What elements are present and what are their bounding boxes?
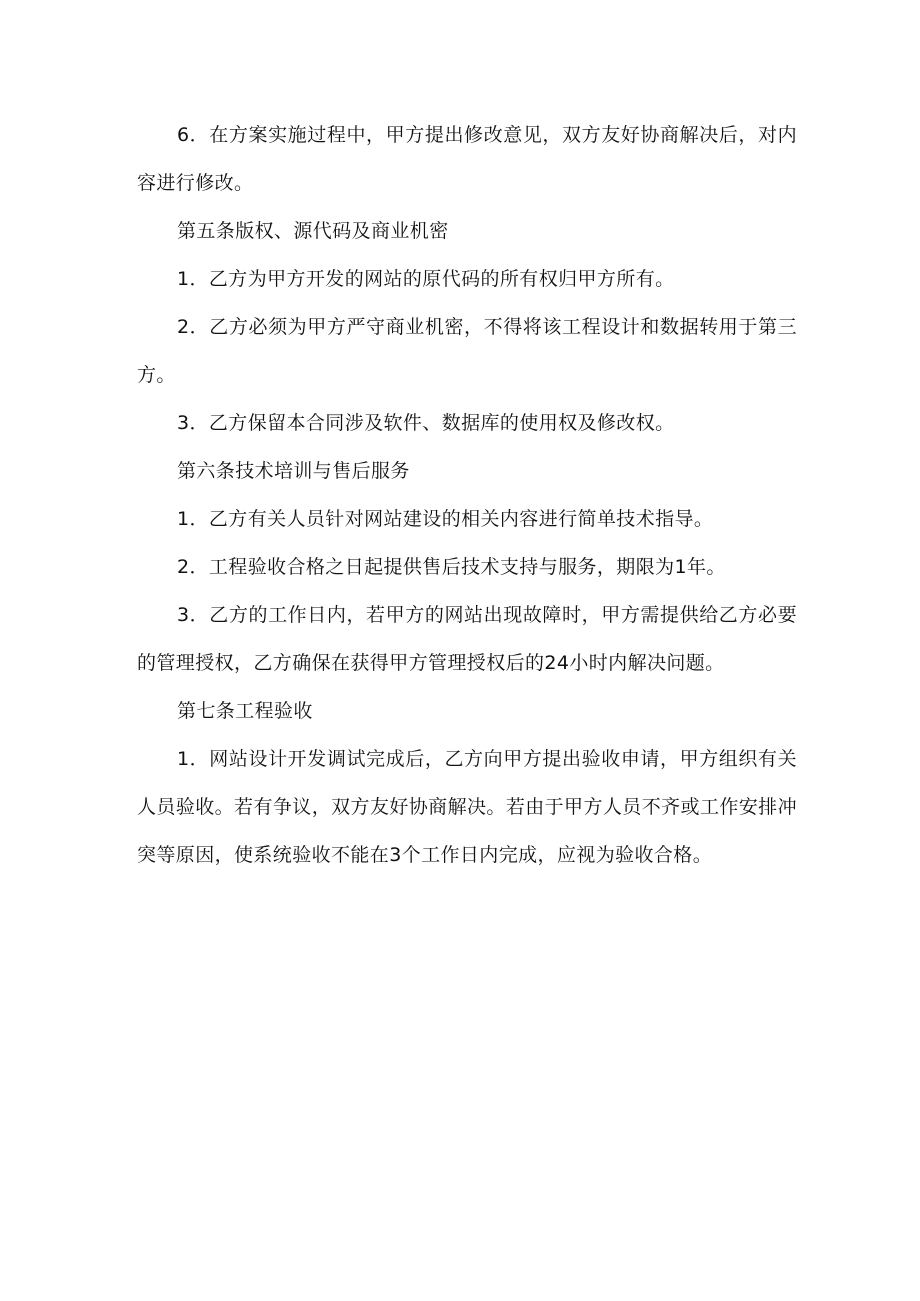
- article-5-item-3: 3．乙方保留本合同涉及软件、数据库的使用权及修改权。: [177, 412, 675, 434]
- article-6-item-1: 1．乙方有关人员针对网站建设的相关内容进行简单技术指导。: [177, 508, 714, 530]
- clause-4-item-6: 6．在方案实施过程中，甲方提出修改意见，双方友好协商解决后，对内容进行修改。: [137, 124, 797, 194]
- article-7-heading: 第七条工程验收: [177, 700, 313, 722]
- article-6-heading: 第六条技术培训与售后服务: [177, 460, 410, 482]
- article-6-item-3: 3．乙方的工作日内，若甲方的网站出现故障时，甲方需提供给乙方必要的管理授权，乙方确保在获得甲方管理授权后的24小时内解决问题。: [137, 604, 797, 674]
- article-5-item-1: 1．乙方为甲方开发的网站的原代码的所有权归甲方所有。: [177, 268, 675, 290]
- article-7-item-1: 1．网站设计开发调试完成后，乙方向甲方提出验收申请，甲方组织有关人员验收。若有争议，双方友好协商解决。若由于甲方人员不齐或工作安排冲突等原因，使系统验收不能在3个工作日内完成，应视为验收合格。: [137, 748, 797, 866]
- article-5-item-2: 2．乙方必须为甲方严守商业机密，不得将该工程设计和数据转用于第三方。: [137, 316, 797, 386]
- article-6-item-2: 2．工程验收合格之日起提供售后技术支持与服务，期限为1年。: [177, 556, 726, 578]
- document-body: [137, 111, 797, 879]
- article-5-heading: 第五条版权、源代码及商业机密: [177, 220, 449, 242]
